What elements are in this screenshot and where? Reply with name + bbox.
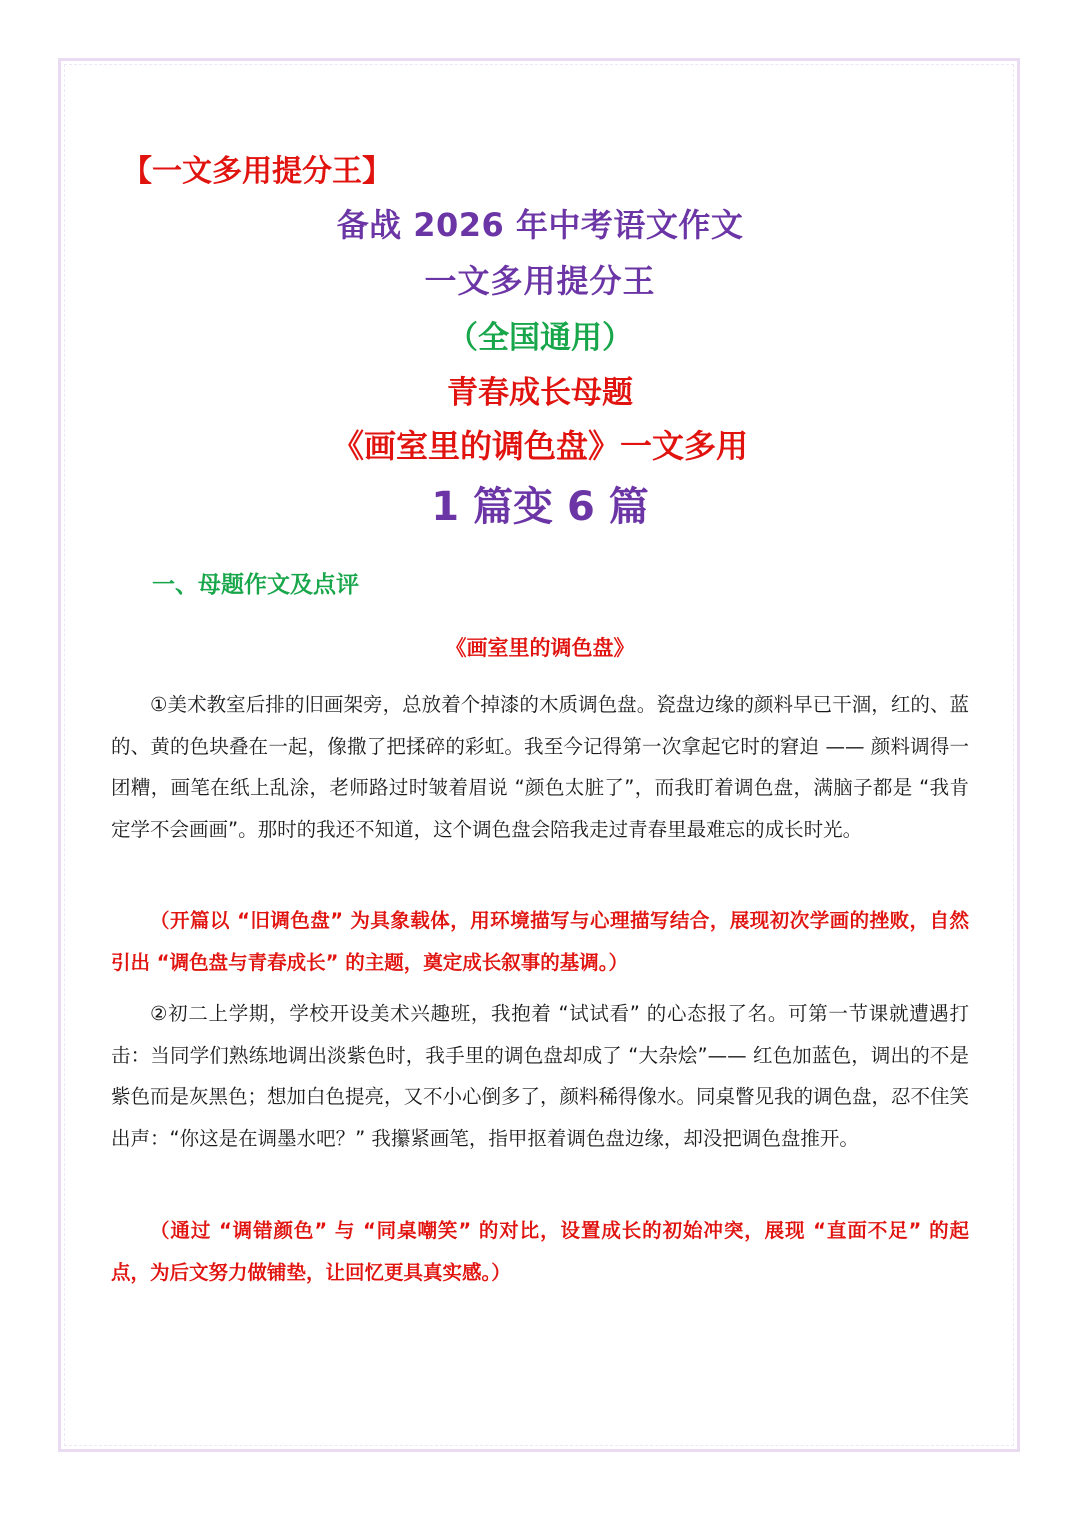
title-essay-line: 《画室里的调色盘》一文多用 — [331, 427, 748, 465]
section-heading: 一、母题作文及点评 — [152, 572, 359, 598]
essay-comment-2: （通过 “调错颜色” 与 “同桌嘲笑” 的对比，设置成长的初始冲突，展现 “直面不足” 的起点，为后文努力做铺垫，让回忆更具真实感。） — [111, 1219, 969, 1284]
title-variants-line: 1 篇变 6 篇 — [431, 484, 649, 530]
essay-comment-1: （开篇以 “旧调色盘” 为具象载体，用环境描写与心理描写结合，展现初次学画的挫败，自然引出 “调色盘与青春成长” 的主题，奠定成长叙事的基调。） — [111, 909, 969, 974]
title-theme-line: 青春成长母题 — [447, 375, 633, 411]
essay-paragraph-1: ①美术教室后排的旧画架旁，总放着个掉漆的木质调色盘。瓷盘边缘的颜料早已干涸，红的、蓝的、黄的色块叠在一起，像撒了把揉碎的彩虹。我至今记得第一次拿起它时的窘迫 —— 颜料调得一团糟，画笔在纸上乱涂，老师路过时皱着眉说 “颜色太脏了”，而我盯着调色盘，满脑子都是 “我肯定学不会画画”。那时的我还不知道，这个调色盘会陪我走过青春里最难忘的成长时光。 — [111, 693, 969, 841]
essay-paragraph-2: ②初二上学期，学校开设美术兴趣班，我抱着 “试试看” 的心态报了名。可第一节课就遭遇打击：当同学们熟练地调出淡紫色时，我手里的调色盘却成了 “大杂烩”—— 红色加蓝色，调出的不是紫色而是灰黑色；想加白色提亮，又不小心倒多了，颜料稀得像水。同桌瞥见我的调色盘，忍不住笑出声：“你这是在调墨水吧？” 我攥紧画笔，指甲抠着调色盘边缘，却没把调色盘推开。 — [111, 1002, 970, 1150]
title-series-line: 一文多用提分王 — [424, 262, 656, 300]
title-exam-line: 备战 2026 年中考语文作文 — [336, 206, 744, 244]
title-scope-line: （全国通用） — [447, 320, 633, 356]
essay-title: 《画室里的调色盘》 — [445, 636, 635, 660]
series-tag: 【一文多用提分王】 — [122, 154, 392, 189]
